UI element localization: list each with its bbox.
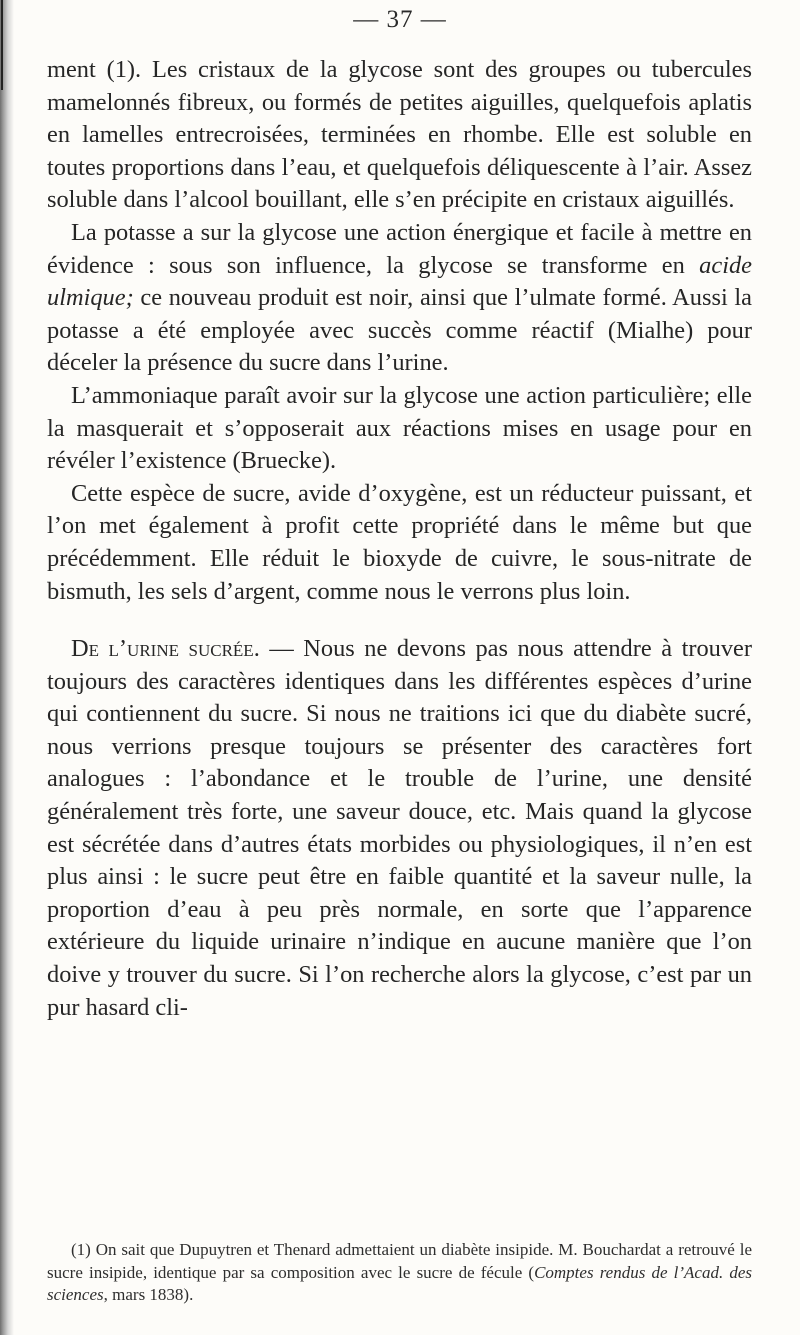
term-ulmic-acid: acide ulmique; (47, 251, 752, 312)
footnote-1 (47, 1239, 752, 1307)
paragraph-potash-end: ce nouveau produit est noir, ainsi que l’ulmate formé. Aussi la potasse a été employée avec succès comme réactif (Mialhe) pour déceler la présence du sucre dans l’urine. (47, 284, 752, 377)
paragraph-crystals: ment (1). Les cristaux de la glycose sont des groupes ou tubercules mamelonnés fibreux, ou formés de petites aiguilles, quelquefois aplatis en lamelles entrecroisées, terminées en rhombe. Elle est soluble en toutes proportions dans l’eau, et quelquefois déliquescente à l’air. Assez soluble dans l’alcool bouillant, elle s’en précipite en cristaux aiguillés. (47, 56, 752, 214)
footnote-1-end: , mars 1838). (103, 1285, 194, 1304)
paragraph-potash-start: La potasse a sur la glycose une action énergique et facile à mettre en évidence : sous son influence, la glycose se transforme en (47, 218, 752, 279)
section-heading: De l’urine sucrée. (71, 635, 260, 663)
page-number: — 37 — (353, 6, 447, 33)
paragraph-ammonia: L’ammoniaque paraît avoir sur la glycose une action particulière; elle la masquerait et s’opposerait aux réactions mises en usage pour en révéler l’existence (Bruecke). (47, 381, 752, 475)
paragraph-potash (47, 217, 752, 380)
body-text (47, 54, 752, 1024)
footnote-1-start: (1) On sait que Dupuytren et Thenard admettaient un diabète insipide. M. Bouchardat a retrouvé le sucre insipide, identique par sa composition avec le sucre de fécule ( (47, 1240, 752, 1282)
paragraph-sugary-urine (47, 633, 752, 1024)
paragraph-reducer: Cette espèce de sucre, avide d’oxygène, est un réducteur puissant, et l’on met également à profit cette propriété dans le même but que précédemment. Elle réduit le bioxyde de cuivre, le sous-nitrate de bismuth, les sels d’argent, comme nous le verrons plus loin. (47, 479, 752, 605)
footnotes (47, 1239, 752, 1307)
section-text: — Nous ne devons pas nous attendre à trouver toujours des caractères identiques dans les différentes espèces d’urine qui contiennent du sucre. Si nous ne traitions ici que du diabète sucré, nous verrions presque toujours se présenter des caractères fort analogues : l’abondance et le trouble de l’urine, une densité généralement très forte, une saveur douce, etc. Mais quand la glycose est sécrétée dans d’autres états morbides ou physiologiques, il n’en est plus ainsi : le sucre peut être en faible quantité et la saveur nulle, la proportion d’eau à peu près normale, en sorte que l’apparence extérieure du liquide urinaire n’indique en aucune manière que l’on doive y trouver du sucre. Si l’on recherche alors la glycose, c’est par un pur hasard cli- (47, 635, 752, 1021)
footnote-1-source: Comptes rendus de l’Acad. des sciences (47, 1262, 752, 1304)
page-binding-shadow (0, 0, 14, 1335)
